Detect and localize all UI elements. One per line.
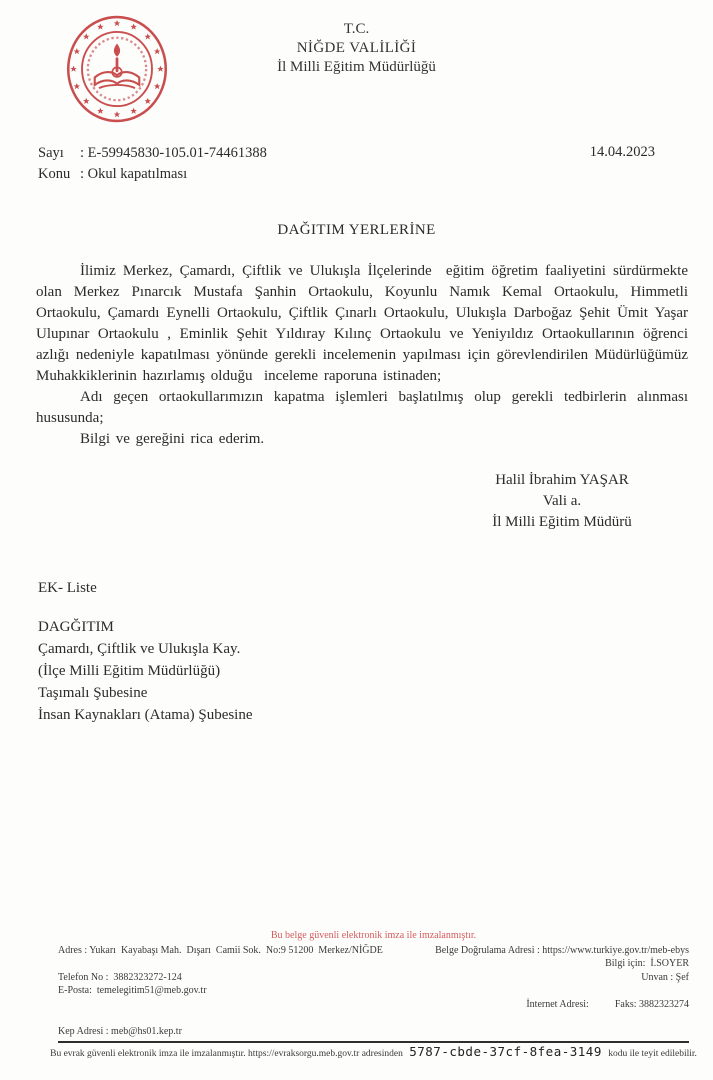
body-paragraph-closing: Bilgi ve gereğini rica ederim. <box>80 431 265 447</box>
internet-label: İnternet Adresi: <box>526 998 589 1010</box>
recipient-heading: DAĞITIM YERLERİNE <box>277 222 436 238</box>
reference-block <box>38 143 267 185</box>
distribution-title: DAGĞITIM <box>38 619 114 635</box>
email-text: E-Posta: temelegitim51@meb.gov.tr <box>58 985 207 996</box>
distribution-item: İnsan Kaynakları (Atama) Şubesine <box>38 707 253 723</box>
konu-value: : Okul kapatılması <box>80 166 188 182</box>
verification-line <box>50 1044 697 1062</box>
info-contact-text: Bilgi için: İ.SOYER <box>605 958 689 969</box>
verification-suffix: kodu ile teyit edilebilir. <box>605 1049 697 1059</box>
footer-row-email <box>58 984 689 1025</box>
esign-notice: Bu belge güvenli elektronik imza ile imzalanmıştır. <box>270 930 477 941</box>
republic-title: T.C. <box>343 21 370 37</box>
konu-row <box>38 164 267 185</box>
signer-title-2: İl Milli Eğitim Müdürü <box>492 514 632 530</box>
governorship-title: NİĞDE VALİLİĞİ <box>296 40 417 56</box>
letter-body <box>36 261 700 450</box>
fax-text: Faks: 3882323274 <box>614 998 689 1010</box>
document-date: 14.04.2023 <box>589 144 655 160</box>
sayi-label: Sayı <box>38 145 64 161</box>
title-text: Unvan : Şef <box>641 971 689 983</box>
verification-prefix: Bu evrak güvenli elektronik imza ile imzalanmıştır. https://evraksorgu.meb.gov.tr adresinden <box>50 1049 406 1059</box>
distribution-item: (İlçe Milli Eğitim Müdürlüğü) <box>38 663 221 679</box>
verify-address-text: Belge Doğrulama Adresi : https://www.turkiye.gov.tr/meb-ebys <box>435 944 689 956</box>
verification-code: 5787-cbde-37cf-8fea-3149 <box>409 1044 602 1059</box>
letterhead <box>0 20 713 77</box>
kep-text: Kep Adresi : meb@hs01.kep.tr <box>58 1025 182 1037</box>
directorate-title: İl Milli Eğitim Müdürlüğü <box>277 59 436 75</box>
sayi-row <box>38 143 267 164</box>
signature-block <box>402 470 713 533</box>
body-paragraph-2: Adı geçen ortaokullarımızın kapatma işlemleri başlatılmış olup gerekli tedbirlerin alınması hususunda; <box>36 389 694 426</box>
body-paragraph-1: İlimiz Merkez, Çamardı, Çiftlik ve Ulukışla İlçelerinde eğitim öğretim faaliyetini sürdürmekte olan Merkez Pınarcık Mustafa Şanhin Ortaokulu, Koyunlu Namık Kemal Ortaokulu, Himmetli Ortaokulu, Çamardı Eynelli Ortaokulu, Çiftlik Çınarlı Ortaokulu, Ulukışla Darboğaz Şehit Ümit Yaşar Ulupınar Ortaokulu , Eminlik Şehit Yıldıray Kılınç Ortaokulu ve Yeniyıldız Ortaokullarının öğrenci azlığı nedeniyle kapatılması yönünde gerekli incelemenin yapılması için görevlendirilen Müdürlüğümüz Muhakkiklerinin hazırlamış olduğu inceleme raporuna istinaden; <box>36 263 700 384</box>
footer-row-kep <box>58 1025 689 1039</box>
footer-row-contact <box>58 957 689 971</box>
konu-label: Konu <box>38 166 71 182</box>
enclosure-note: EK- Liste <box>38 580 97 596</box>
sayi-value: : E-59945830-105.01-74461388 <box>80 145 267 161</box>
signer-name: Halil İbrahim YAŞAR <box>495 472 629 488</box>
signer-title-1: Vali a. <box>542 493 582 509</box>
distribution-item: Taşımalı Şubesine <box>38 685 148 701</box>
footer-block <box>50 929 697 1062</box>
address-text: Adres : Yukarı Kayabaşı Mah. Dışarı Camii Sok. No:9 51200 Merkez/NİĞDE <box>58 944 383 956</box>
distribution-block <box>38 616 253 726</box>
internet-fax-group <box>506 984 689 1025</box>
footer-row-phone <box>58 971 689 985</box>
footer-divider <box>58 1041 689 1043</box>
phone-text: Telefon No : 3882323272-124 <box>58 971 182 983</box>
distribution-item: Çamardı, Çiftlik ve Ulukışla Kay. <box>38 641 241 657</box>
footer-row-address <box>58 944 689 958</box>
